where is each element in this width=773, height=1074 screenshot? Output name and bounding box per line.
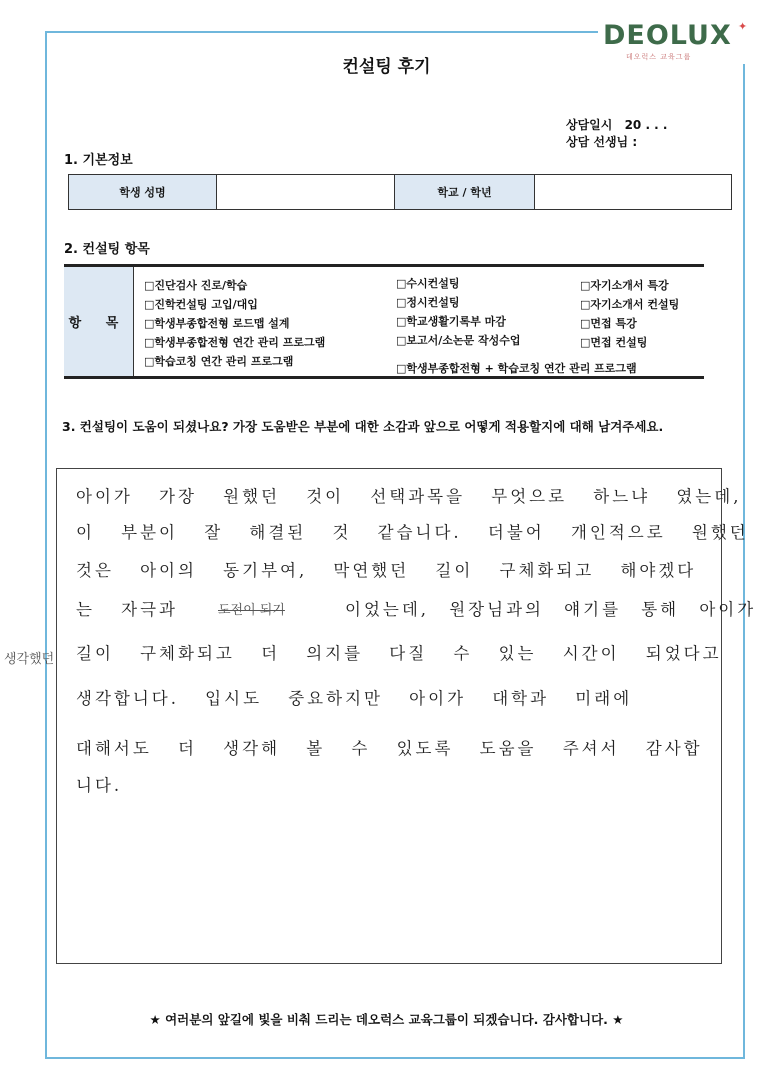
footer-message: ★ 여러분의 앞길에 빛을 비춰 드리는 데오럭스 교육그룹이 되겠습니다. 감사합니다. ★ — [149, 1012, 624, 1027]
option-interview-consulting[interactable]: □면접 컨설팅 — [580, 336, 648, 349]
page-title: 컨설팅 후기 — [342, 57, 431, 77]
student-name-label: 학생 성명 — [69, 175, 217, 209]
option-admission-consulting[interactable]: □진학컨설팅 고입/대입 — [144, 298, 258, 311]
items-label: 항 목 — [64, 267, 134, 376]
struck-out-text: 도전이 되기 — [218, 603, 285, 618]
school-grade-label: 학교 / 학년 — [395, 175, 535, 209]
section-items-heading: 2. 컨설팅 항목 — [64, 242, 150, 257]
sparkle-icon: ✦ — [738, 20, 748, 33]
option-report-writing[interactable]: □보고서/소논문 작성수업 — [396, 334, 521, 347]
handwritten-line: 는 자극과 — [76, 600, 179, 619]
option-jeongsi-consulting[interactable]: □정시컨설팅 — [396, 296, 460, 309]
option-interview-lecture[interactable]: □면접 특강 — [580, 317, 637, 330]
option-roadmap-design[interactable]: □학생부종합전형 로드맵 설계 — [144, 317, 290, 330]
option-combined-program[interactable]: □학생부종합전형 + 학습코칭 연간 관리 프로그램 — [396, 362, 637, 375]
consult-date-value: 20 . . . — [624, 118, 668, 132]
feedback-question: 3. 컨설팅이 도움이 되셨나요? 가장 도움받은 부분에 대한 소감과 앞으로 어떻게 적용할지에 대해 남겨주세요. — [62, 419, 664, 434]
school-grade-field[interactable] — [535, 175, 731, 209]
consult-date — [566, 116, 667, 133]
student-name-field[interactable] — [217, 175, 395, 209]
option-study-coaching[interactable]: □학습코칭 연간 관리 프로그램 — [144, 355, 294, 368]
handwritten-line: 대해서도 더 생각해 볼 수 있도록 도움을 주셔서 감사합 — [76, 739, 703, 758]
option-diagnostic-test[interactable]: □진단검사 진로/학습 — [144, 279, 248, 292]
basic-info-table — [68, 174, 732, 210]
consult-date-label: 상담일시 — [566, 118, 613, 132]
margin-note: 생각했던 — [4, 652, 55, 667]
option-self-intro-lecture[interactable]: □자기소개서 특강 — [580, 279, 669, 292]
option-self-intro-consulting[interactable]: □자기소개서 컨설팅 — [580, 298, 680, 311]
handwritten-line: 니다. — [76, 776, 123, 795]
handwritten-line: 아이가 가장 원했던 것이 선택과목을 무엇으로 하느냐 였는데, — [76, 487, 742, 506]
option-annual-management[interactable]: □학생부종합전형 연간 관리 프로그램 — [144, 336, 326, 349]
handwritten-line: 생각합니다. 입시도 중요하지만 아이가 대학과 미래에 — [76, 689, 633, 708]
section-basic-info-heading: 1. 기본정보 — [64, 153, 133, 168]
handwritten-line: 이 부분이 잘 해결된 것 같습니다. 더불어 개인적으로 원했던 — [76, 523, 749, 542]
handwritten-line: 이었는데, 원장님과의 얘기를 통해 아이가 — [345, 600, 757, 619]
logo-text: DEOLUX — [603, 20, 732, 51]
handwritten-line: 것은 아이의 동기부여, 막연했던 길이 구체화되고 해야겠다 — [76, 561, 697, 580]
handwritten-line: 길이 구체화되고 더 의지를 다질 수 있는 시간이 되었다고 — [76, 644, 722, 663]
logo-subtitle: 데오럭스 교육그룹 — [626, 53, 692, 61]
consulting-items-table — [64, 264, 704, 379]
option-record-closing[interactable]: □학교생활기록부 마감 — [396, 315, 506, 328]
consult-teacher-label: 상담 선생님 : — [566, 135, 638, 149]
option-susi-consulting[interactable]: □수시컨설팅 — [396, 277, 460, 290]
